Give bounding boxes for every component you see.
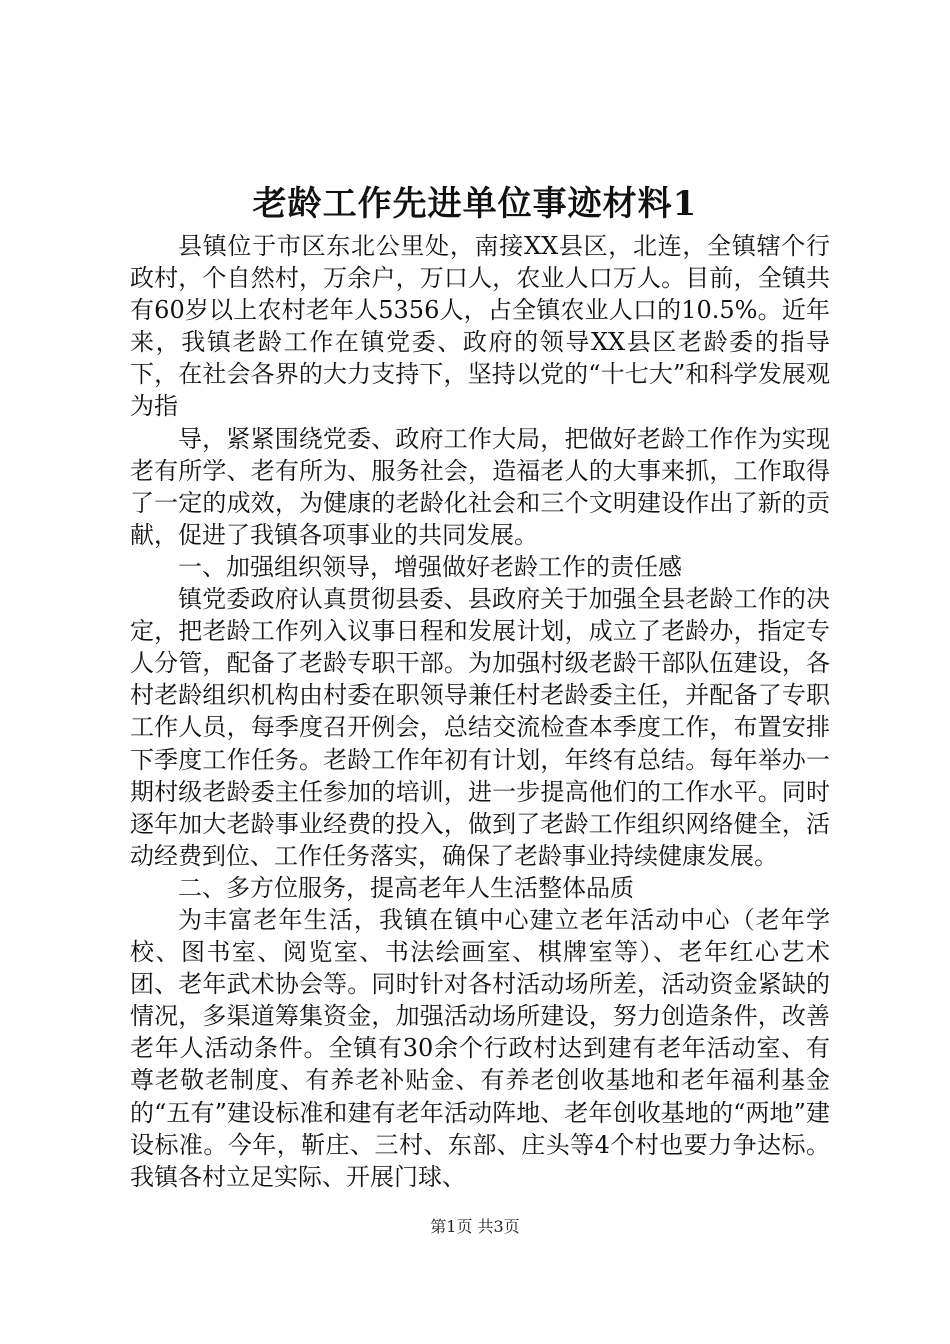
document-title: 老龄工作先进单位事迹材料1 — [252, 184, 698, 224]
section-heading-2: 二、多方位服务，提高老年人生活整体品质 — [178, 873, 634, 902]
page-footer: 第1页 共3页 — [430, 1217, 520, 1236]
paragraph-section-2: 为丰富老年生活，我镇在镇中心建立老年活动中心（老年学校、图书室、阅览室、书法绘画室、棋牌室等）、老年红心艺术团、老年武术协会等。同时针对各村活动场所差，活动资金紧缺的情况，多渠道筹集资金，加强活动场所建设，努力创造条件，改善老年人活动条件。全镇有30余个行政村达到建有老年活动室、有尊老敬老制度、有养老补贴金、有养老创收基地和老年福利基金的“五有”建设标准和建有老年活动阵地、老年创收基地的“两地”建设标准。今年，靳庄、三村、东部、庄头等4个村也要力争达标。我镇各村立足实际、开展门球、 — [130, 905, 830, 1191]
paragraph-section-1: 镇党委政府认真贯彻县委、县政府关于加强全县老龄工作的决定，把老龄工作列入议事日程和发展计划，成立了老龄办，指定专人分管，配备了老龄专职干部。为加强村级老龄干部队伍建设，各村老龄组织机构由村委在职领导兼任村老龄委主任，并配备了专职工作人员，每季度召开例会，总结交流检查本季度工作，布置安排下季度工作任务。老龄工作年初有计划，年终有总结。每年举办一期村级老龄委主任参加的培训，进一步提高他们的工作水平。同时逐年加大老龄事业经费的投入，做到了老龄工作组织网络健全，活动经费到位、工作任务落实，确保了老龄事业持续健康发展。 — [130, 585, 830, 870]
paragraph-intro: 县镇位于市区东北公里处，南接XX县区，北连，全镇辖个行政村，个自然村，万余户，万口人，农业人口万人。目前，全镇共有60岁以上农村老年人5356人，占全镇农业人口的10.5%。近年来，我镇老龄工作在镇党委、政府的领导XX县区老龄委的指导下，在社会各界的大力支持下，坚持以党的“十七大”和科学发展观为指 — [130, 232, 830, 421]
section-heading-1: 一、加强组织领导，增强做好老龄工作的责任感 — [178, 552, 682, 581]
document-body — [130, 230, 830, 1193]
paragraph-intro-continued: 导，紧紧围绕党委、政府工作大局，把做好老龄工作作为实现老有所学、老有所为、服务社会，造福老人的大事来抓，工作取得了一定的成效，为健康的老龄化社会和三个文明建设作出了新的贡献，促进了我镇各项事业的共同发展。 — [130, 424, 830, 549]
